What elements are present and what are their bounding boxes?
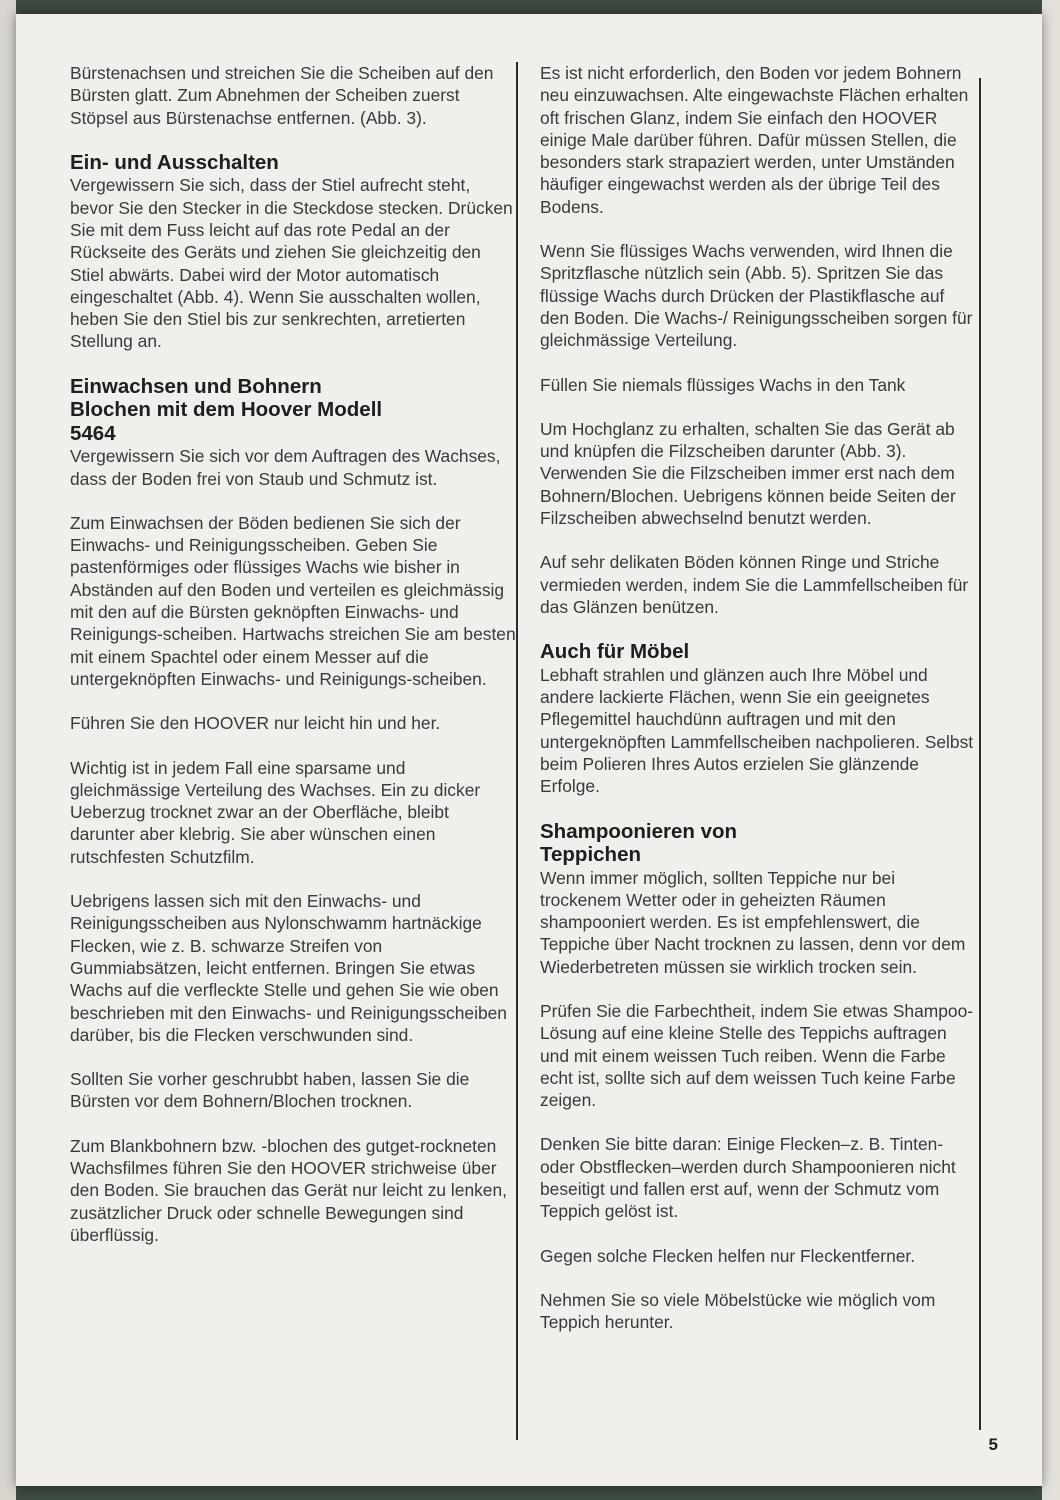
paragraph: Wenn Sie flüssiges Wachs verwenden, wird Ihnen die Spritzflasche nützlich sein (Abb. 5). Spritzen Sie das flüssige Wachs durch Drücken der Plastikflasche auf den Boden. Die Wachs-/ Reinigungsscheiben sorgen für gleichmässige Verteilung.	[540, 241, 973, 351]
paragraph: Es ist nicht erforderlich, den Boden vor jedem Bohnern neu einzuwachsen. Alte eingewachste Flächen erhalten oft frischen Glanz, indem Sie einfach den HOOVER einige Male darüber führen. Dafür müssen Stellen, die besonders stark strapaziert werden, unter Umständen häufiger eingewachst werden als der übrige Teil des Bodens.	[540, 63, 969, 217]
paragraph: Zum Einwachsen der Böden bedienen Sie sich der Einwachs- und Reinigungsscheiben. Geben Sie pastenförmiges oder flüssiges Wachs wie bisher in Abständen auf den Boden und verteilen es gleichmässig mit den auf die Bürsten geknöpften Einwachs- und Reinigungs-scheiben. Hartwachs streichen Sie am besten mit einem Spachtel oder einem Messer auf die untergeknöpften Einwachs- und Reinigungs-scheiben.	[70, 512, 516, 689]
paragraph: Wichtig ist in jedem Fall eine sparsame und gleichmässige Verteilung des Wachses. Ein zu dicker Ueberzug trocknet zwar an der Oberfläche, bleibt darunter aber klebrig. Sie aber wünschen einen rutschfesten Schutzfilm.	[70, 757, 481, 867]
heading-auch-fuer-moebel: Auch für Möbel	[540, 640, 690, 664]
paragraph: Wenn immer möglich, sollten Teppiche nur bei trockenem Wetter oder in geheizten Räumen shampooniert werden. Es ist empfehlenswert, die Teppiche über Nacht trocknen zu lassen, denn vor dem Wiederbetreten müssen sie wirklich trocken sein.	[540, 867, 966, 977]
paragraph: Sollten Sie vorher geschrubbt haben, lassen Sie die Bürsten vor dem Bohnern/Blochen trocknen.	[70, 1069, 470, 1112]
paragraph: Vergewissern Sie sich, dass der Stiel aufrecht steht, bevor Sie den Stecker in die Steckdose stecken. Drücken Sie mit dem Fuss leicht auf das rote Pedal an der Rückseite des Geräts und ziehen Sie gleichzeitig den Stiel abwärts. Dabei wird der Motor automatisch eingeschaltet (Abb. 4). Wenn Sie ausschalten wollen, heben Sie den Stiel bis zur senkrechten, arretierten Stellung an.	[70, 175, 513, 352]
column-divider	[516, 62, 518, 1440]
intro-paragraph: Bürstenachsen und streichen Sie die Scheiben auf den Bürsten glatt. Zum Abnehmen der Scheiben zuerst Stöpsel aus Bürstenachse entfernen. (Abb. 3).	[70, 63, 494, 128]
right-column	[540, 62, 976, 1356]
paragraph: Prüfen Sie die Farbechtheit, indem Sie etwas Shampoo-Lösung auf eine kleine Stelle des Teppichs auftragen und mit einem weissen Tuch reiben. Wenn die Farbe echt ist, sollte sich auf dem weissen Tuch keine Farbe zeigen.	[540, 1001, 974, 1111]
paragraph: Lebhaft strahlen und glänzen auch Ihre Möbel und andere lackierte Flächen, wenn Sie ein geeignetes Pflegemittel hauchdünn auftragen und mit den untergeknöpften Lammfellscheiben nachpolieren. Selbst beim Polieren Ihres Autos erzielen Sie glänzende Erfolge.	[540, 664, 974, 797]
paragraph: Uebrigens lassen sich mit den Einwachs- und Reinigungsscheiben aus Nylonschwamm hartnäckige Flecken, wie z. B. schwarze Streifen von Gummiabsätzen, leicht entfernen. Bringen Sie etwas Wachs auf die verfleckte Stelle und gehen Sie wie oben beschrieben mit den Einwachs- und Reinigungsscheiben darüber, bis die Flecken verschwunden sind.	[70, 891, 507, 1045]
paragraph: Vergewissern Sie sich vor dem Auftragen des Wachses, dass der Boden frei von Staub und Schmutz ist.	[70, 446, 501, 489]
warning-paragraph: Füllen Sie niemals flüssiges Wachs in den Tank	[540, 374, 906, 395]
heading-shampoonieren: Shampoonieren von Teppichen	[540, 819, 738, 867]
paragraph: Führen Sie den HOOVER nur leicht hin und her.	[70, 713, 441, 734]
page-edge	[1042, 0, 1060, 1500]
heading-ein-ausschalten: Ein- und Ausschalten	[70, 150, 279, 174]
manual-page	[16, 14, 1042, 1486]
binding-edge	[0, 0, 16, 1500]
paragraph: Auf sehr delikaten Böden können Ringe und Striche vermieden werden, indem Sie die Lammfellscheiben für das Glänzen benützen.	[540, 552, 969, 617]
left-column	[70, 62, 516, 1268]
paragraph: Denken Sie bitte daran: Einige Flecken–z. B. Tinten- oder Obstflecken–werden durch Shampoonieren nicht beseitigt und fallen erst auf, wenn der Schmutz vom Teppich gelöst ist.	[540, 1134, 956, 1222]
paragraph: Zum Blankbohnern bzw. -blochen des gutget-rockneten Wachsfilmes führen Sie den HOOVER strichweise über den Boden. Sie brauchen das Gerät nur leicht zu lenken, zusätzlicher Druck oder schnelle Bewegungen sind überflüssig.	[70, 1135, 507, 1245]
right-border-rule	[979, 78, 981, 1430]
paragraph: Nehmen Sie so viele Möbelstücke wie möglich vom Teppich herunter.	[540, 1289, 936, 1333]
paragraph: Um Hochglanz zu erhalten, schalten Sie das Gerät ab und knüpfen die Filzscheiben darunter (Abb. 3). Verwenden Sie die Filzscheiben immer erst nach dem Bohnern/Blochen. Uebrigens können beide Seiten der Filzscheiben abwechselnd benutzt werden.	[540, 418, 956, 529]
page-number: 5	[988, 1435, 998, 1454]
paragraph: Gegen solche Flecken helfen nur Fleckentferner.	[540, 1245, 916, 1266]
heading-einwachsen-bohnern: Einwachsen und Bohnern Blochen mit dem Hoover Modell 5464	[70, 374, 383, 445]
